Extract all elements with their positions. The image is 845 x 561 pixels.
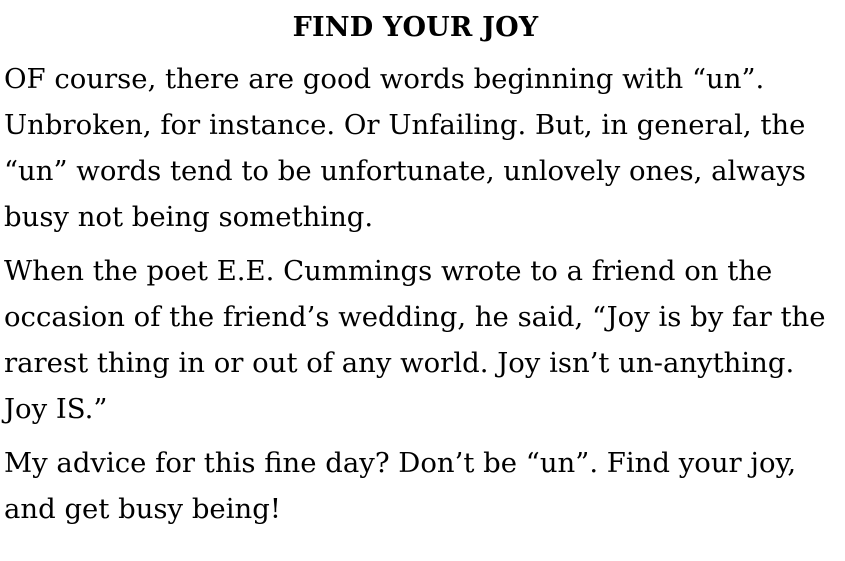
page-title: FIND YOUR JOY: [292, 12, 539, 43]
paragraph-3: My advice for this fine day? Don’t be “un”. Find your joy, and get busy being!: [4, 447, 797, 525]
paragraph-1: OF course, there are good words beginning with “un”. Unbroken, for instance. Or Unfailing. But, in general, the “un” words tend to be unfortunate, unlovely ones, always busy not being something.: [4, 63, 806, 233]
paragraph-2: When the poet E.E. Cummings wrote to a friend on the occasion of the friend’s wedding, he said, “Joy is by far the rarest thing in or out of any world. Joy isn’t un-anything. Joy IS.”: [4, 255, 826, 425]
